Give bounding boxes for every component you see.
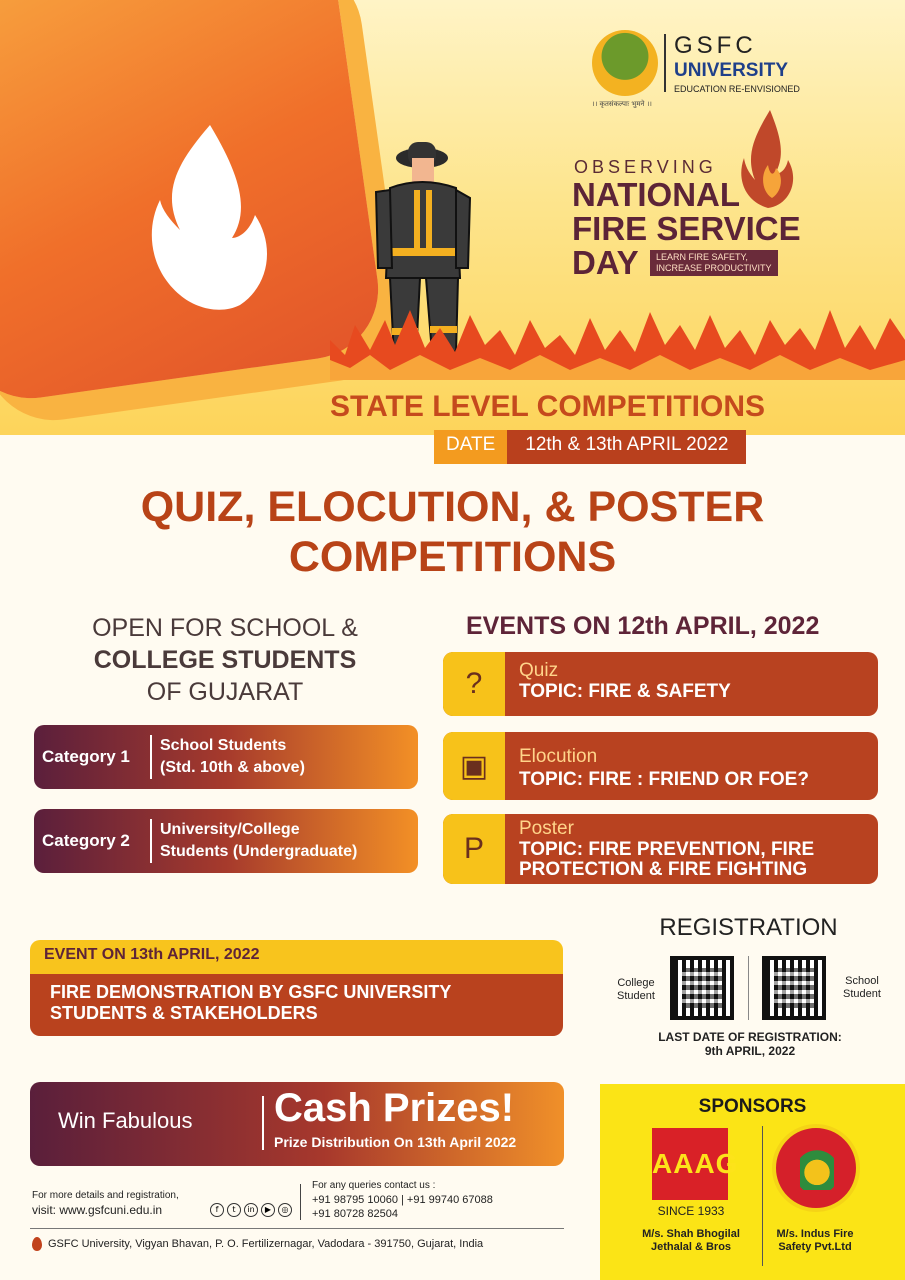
event-13-body	[30, 974, 563, 1036]
main-title	[0, 482, 905, 582]
category-desc-line-2: (Std. 10th & above)	[160, 759, 305, 776]
nfsd-line-1: NATIONAL	[572, 176, 741, 213]
eligibility-text	[40, 612, 410, 708]
main-title-line-1: QUIZ, ELOCUTION, & POSTER	[140, 483, 765, 531]
flame-icon	[140, 120, 280, 320]
school-label-2: Student	[843, 988, 881, 1000]
state-level-title: STATE LEVEL COMPETITIONS	[329, 390, 766, 423]
sponsor-1-line-1: M/s. Shah Bhogilal	[642, 1228, 740, 1240]
sponsor-2-line-1: M/s. Indus Fire	[776, 1228, 854, 1240]
registration-title: REGISTRATION	[659, 914, 838, 941]
cash-prizes: Cash Prizes!	[274, 1086, 515, 1130]
tagline-line-1: LEARN FIRE SAFETY,	[656, 252, 748, 262]
category-desc	[150, 735, 305, 779]
banyan-tree-icon	[592, 30, 658, 96]
event-topic-line-2: PROTECTION & FIRE FIGHTING	[519, 859, 808, 880]
win-fabulous: Win Fabulous	[58, 1108, 193, 1133]
nfsd-line-2: FIRE SERVICE	[572, 210, 801, 247]
since-1933: SINCE 1933	[657, 1204, 725, 1218]
sponsor-1-name	[626, 1228, 756, 1254]
address: GSFC University, Vigyan Bhavan, P. O. Fertilizernagar, Vadodara - 391750, Gujarat, India	[48, 1238, 484, 1250]
facebook-icon[interactable]: f	[210, 1203, 224, 1217]
category-card	[34, 809, 418, 873]
event-topic: TOPIC: FIRE & SAFETY	[519, 681, 731, 702]
phone-line-2: +91 80728 82504	[312, 1208, 398, 1220]
eligibility-line-1: OPEN FOR SCHOOL &	[92, 614, 358, 642]
website-link[interactable]: visit: www.gsfcuni.edu.in	[32, 1203, 163, 1217]
nfsd-line-3: DAY	[572, 244, 639, 281]
sponsors-panel	[600, 1084, 905, 1280]
category-desc-line-1: University/College	[160, 821, 300, 838]
school-qr-code[interactable]	[762, 956, 826, 1020]
date-banner	[434, 430, 746, 464]
aaag-logo: AAAG	[652, 1128, 728, 1200]
category-desc-line-1: School Students	[160, 737, 287, 754]
nfsd-tagline	[650, 250, 778, 276]
poster-icon: P	[443, 814, 505, 884]
college-label-2: Student	[617, 990, 655, 1002]
logo-university: UNIVERSITY	[674, 60, 789, 81]
sponsor-2-line-2: Safety Pvt.Ltd	[778, 1241, 852, 1253]
youtube-icon[interactable]: ▶	[261, 1203, 275, 1217]
podium-icon: ▣	[443, 732, 505, 800]
observing-label: OBSERVING	[574, 157, 717, 177]
location-pin-icon	[32, 1237, 42, 1251]
quiz-icon: ?	[443, 652, 505, 716]
event-card-poster	[443, 814, 878, 884]
eligibility-line-3: OF GUJARAT	[146, 678, 304, 706]
event-name: Poster	[519, 818, 574, 839]
event-name: Elocution	[519, 746, 598, 767]
event-13-heading: EVENT ON 13th APRIL, 2022	[30, 940, 563, 974]
fire-border-icon	[330, 300, 905, 380]
queries-label: For any queries contact us :	[312, 1180, 436, 1191]
event-card-quiz	[443, 652, 878, 716]
event-topic: TOPIC: FIRE : FRIEND OR FOE?	[519, 769, 809, 790]
logo-tagline: EDUCATION RE-ENVISIONED	[674, 84, 800, 94]
prize-distribution: Prize Distribution On 13th April 2022	[274, 1134, 517, 1150]
category-desc-line-2: Students (Undergraduate)	[160, 843, 358, 860]
logo-gsfc: GSFC	[674, 32, 757, 59]
sponsor-2-name	[750, 1228, 880, 1254]
event-13-line-2: STUDENTS & STAKEHOLDERS	[50, 1003, 318, 1023]
last-date-line-1: LAST DATE OF REGISTRATION:	[658, 1030, 842, 1044]
sponsors-title: SPONSORS	[698, 1096, 807, 1117]
eligibility-line-2: COLLEGE STUDENTS	[93, 646, 357, 674]
linkedin-icon[interactable]: in	[244, 1203, 258, 1217]
school-label-1: School	[845, 975, 879, 987]
category-title: Category 2	[42, 831, 130, 850]
instagram-icon[interactable]: ◎	[278, 1203, 292, 1217]
university-logo	[592, 30, 882, 108]
logo-motto: ।। कृतसंकल्पाः भुमने ।।	[592, 100, 652, 108]
event-name: Quiz	[519, 660, 559, 681]
date-label: DATE	[434, 430, 507, 464]
last-date-registration	[600, 1030, 900, 1058]
event-topic-line-1: TOPIC: FIRE PREVENTION, FIRE	[519, 839, 815, 860]
school-label	[832, 975, 892, 1001]
event-topic	[519, 840, 814, 880]
last-date-line-2: 9th APRIL, 2022	[704, 1044, 796, 1058]
sponsor-1-line-2: Jethalal & Bros	[650, 1241, 732, 1253]
cash-prize-banner	[30, 1082, 564, 1166]
twitter-icon[interactable]: t	[227, 1203, 241, 1217]
more-details: For more details and registration,	[32, 1190, 179, 1201]
social-icons	[210, 1203, 292, 1217]
main-title-line-2: COMPETITIONS	[288, 533, 617, 581]
event-13-card	[30, 940, 563, 1036]
college-label-1: College	[617, 977, 655, 989]
event-13-line-1: FIRE DEMONSTRATION BY GSFC UNIVERSITY	[50, 982, 452, 1002]
date-value: 12th & 13th APRIL 2022	[507, 430, 746, 464]
hero-banner	[0, 0, 905, 435]
events-12-title: EVENTS ON 12th APRIL, 2022	[466, 612, 820, 640]
college-qr-code[interactable]	[670, 956, 734, 1020]
event-card-elocution	[443, 732, 878, 800]
college-label	[606, 977, 666, 1003]
indus-fire-safety-logo	[772, 1124, 860, 1212]
category-card	[34, 725, 418, 789]
tagline-line-2: INCREASE PRODUCTIVITY	[656, 263, 772, 273]
phone-line-1: +91 98795 10060 | +91 99740 67088	[312, 1194, 493, 1206]
category-desc	[150, 819, 357, 863]
category-title: Category 1	[42, 747, 130, 766]
